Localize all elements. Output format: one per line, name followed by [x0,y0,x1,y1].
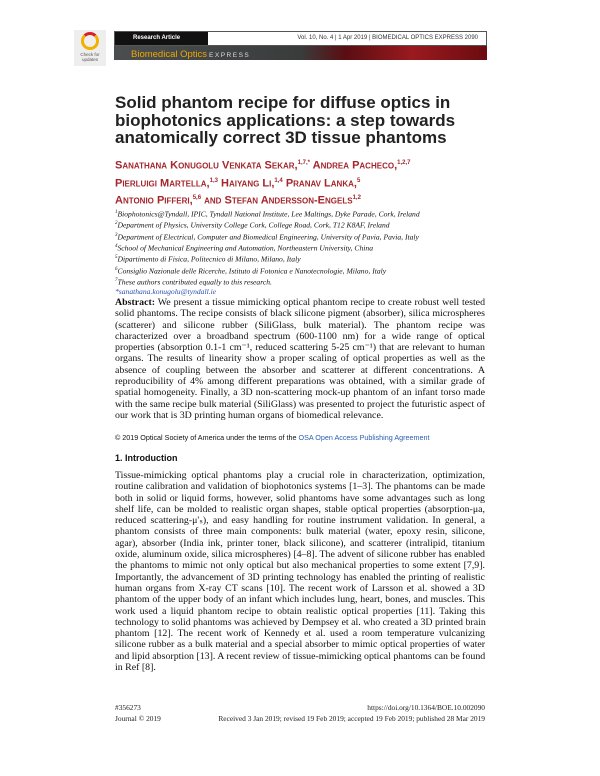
text-line [115,515,485,526]
text-line [115,526,485,537]
line-text: in Ref [8]. [115,662,156,674]
line-text: oxide, aluminum oxide, silica microspheres) [4–8]. The advent of silicone rubber has enabled [115,549,485,561]
affiliation-marker: 1 [115,210,118,215]
text-line [115,549,485,560]
author-affiliation-marker: 5,6 [192,195,202,202]
affiliation-text: Department of Physics, University College Cork, College Road, Cork, T12 K8AF, Ireland [117,220,390,230]
affiliation-marker: 4 [115,243,118,249]
line-text: routine calibration and validation of biophotonics systems [1–3]. The phantoms can be made [115,481,485,493]
author-affiliation-marker: 1,7,* [297,160,310,166]
text-line [115,617,485,628]
author-affiliation-marker: 1,2,7 [397,160,411,166]
check-for-updates-badge[interactable]: Check for updates [74,30,106,66]
text-line [115,410,485,421]
text-line [115,376,485,387]
author-name: and Stefan Andersson-Engels [204,194,353,207]
line-text: reproducibility of 4% among different preparations was obtained, with a similar grade of [115,376,485,388]
line-text: silicone rubber as a bulk material and a special absorber to mimic optical properties of water [115,639,485,651]
line-text: (scatterer) and silicone rubber (SiliGlass, bulk material). The phantom recipe was [115,319,485,331]
affiliation-marker: 2 [115,221,118,227]
line-text: solid phantoms. The recipe consists of black silicone pigment (absorber), silica microspheres [115,308,485,320]
affiliation [115,265,495,276]
affiliation [115,231,495,242]
author-name: Antonio Pifferi, [115,194,193,207]
affiliation-marker: 7 [115,277,118,283]
text-line [115,662,485,673]
line-text: technology to solid phantoms was achieved by Dempsey et al. who created a 3D printed brain [115,616,486,628]
copyright-notice: © 2019 Optical Society of America under the terms of the OSA Open Access Publishing Agreement [115,433,430,442]
line-text: We present a tissue mimicking optical phantom recipe to create robust well tested [157,297,486,308]
affiliation-text: Dipartimento di Fisica, Politecnico di Milano, Milano, Italy [117,254,301,264]
text-line [115,399,485,410]
line-text: human organs from X-ray CT scans [10]. The recent work of Larsson et al. showed a 3D [115,582,485,594]
line-text: properties (absorption 0.1-1 cm⁻¹, reduced scattering 5-25 cm⁻¹) that are relevant to human [115,342,485,354]
line-text: Importantly, the advancement of 3D printing technology has enabled the printing of realistic [115,571,485,583]
text-line [115,594,485,605]
line-text: with the same recipe bulk material (SiliGlass) was presented to project the futuristic aspect of [115,398,485,410]
affiliation [115,219,495,230]
text-line [115,572,485,583]
text-line [115,365,485,376]
affiliation-marker: 6 [115,266,118,272]
text-line [115,583,485,594]
text-line [115,493,485,504]
section-heading: 1. Introduction [115,453,178,463]
text-line [115,353,485,364]
line-text: characterized over a broadband spectrum (600-1100 nm) for a wide range of optical [115,330,485,342]
line-text: absence of coupling between the absorber and scatterer at different concentrations. A [115,364,485,376]
affiliation-text: School of Mechanical Engineering and Automation, Northeastern University, China [117,243,373,253]
line-text: spatial homogeneity. Finally, a 3D non-scattering mock-up phantom of an infant torso made [115,387,485,399]
line-text: and lipid absorption [13]. A recent review of tissue-mimicking optical phantoms can be found [115,650,486,662]
text-line [115,342,485,353]
affiliations [115,208,495,297]
line-text: shelf life, can be molded to realistic organ shapes, stable optical properties (absorption-μa, [115,503,485,515]
text-line [115,628,485,639]
affiliation-text: Consiglio Nazionale delle Ricerche, Istituto di Fotonica e Nanotecnologie, Milano, Italy [117,266,387,276]
text-line [115,297,485,308]
introduction-body [115,470,485,673]
article-header-bar [114,31,487,46]
author-name: Haiyang Li, [221,177,275,190]
publication-dates: Received 3 Jan 2019; revised 19 Feb 2019; accepted 19 Feb 2019; published 28 Mar 2019 [218,714,485,723]
corresponding-email[interactable]: *sanathana.konugolu@tyndall.ie [115,287,217,297]
text-line [115,320,485,331]
author-name: Pranav Lanka, [285,177,357,190]
journal-copyright: Journal © 2019 [115,714,161,723]
author-affiliation-marker: 5 [356,177,361,184]
text-line [115,538,485,549]
manuscript-id: #356273 [115,703,141,712]
journal-suffix: EXPRESS [209,52,251,59]
author-list [115,156,495,209]
affiliation [115,208,495,219]
text-line [115,470,485,481]
volume-info: Vol. 10, No. 4 | 1 Apr 2019 | BIOMEDICAL OPTICS EXPRESS 2090 [297,35,478,41]
affiliation-marker: 5 [115,255,118,261]
text-line [115,606,485,617]
abstract-label: Abstract: [115,297,156,308]
doi-link[interactable]: https://doi.org/10.1364/BOE.10.002090 [367,703,485,712]
author-name: Pierluigi Martella, [115,177,210,190]
text-line [115,639,485,650]
line-text: phantom of the upper body of an infant which includes lung, heart, bones, and muscles. This [115,594,485,606]
line-text: reduced scattering-μ'ₛ), and easy handling for routine instrument validation. In general, a [115,515,485,527]
journal-banner [114,46,487,60]
author-name: Andrea Pacheco, [312,159,398,172]
author-affiliation-marker: 1,4 [274,177,283,184]
affiliation [115,242,495,253]
affiliation [115,276,495,287]
line-text: phantom [12]. The recent work of Kennedy et al. used a room temperature vulcanizing [115,628,485,640]
author-affiliation-marker: 1,2 [352,195,361,202]
line-text: our work that is 3D printing human organs of biomedical relevance. [115,409,384,421]
text-line [115,331,485,342]
license-link[interactable]: OSA Open Access Publishing Agreement [298,433,430,442]
line-text: the phantoms to mimic not only optical but also mechanical properties to some extent [7,9]. [115,560,485,572]
affiliation-text: Biophotonics@Tyndall, IPIC, Tyndall National Institute, Lee Maltings, Dyke Parade, Cork, Ireland [117,209,420,219]
text-line [115,560,485,571]
affiliation-text: Department of Electrical, Computer and Biomedical Engineering, University of Pavia, Pavia, Italy [117,232,419,242]
line-text: agar), absorber (India ink, printer toner, black silicone), and scatterer (intralipid, titanium [115,537,485,549]
author-affiliation-marker: 1,3 [209,177,218,184]
line-text: phantom consists of three main components: bulk material (water, epoxy resin, silicone, [115,526,485,538]
journal-name: Biomedical Optics [131,49,208,60]
text-line [115,481,485,492]
check-updates-icon [81,32,99,50]
line-text: organs. The results of linearity show a proper scaling of optical properties as well as the [115,353,485,365]
affiliation-text: These authors contributed equally to this research. [117,277,272,287]
line-text: both in solid or liquid forms, however, solid phantoms have some advantages such as long [115,492,485,504]
text-line [115,308,485,319]
affiliation [115,253,495,264]
text-line [115,387,485,398]
abstract [115,297,485,421]
affiliation-marker: 3 [115,232,118,238]
author-name: Sanathana Konugolu Venkata Sekar, [115,159,298,172]
line-text: Tissue-mimicking optical phantoms play a crucial role in characterization, optimization, [115,470,485,481]
text-line [115,504,485,515]
line-text: work used a liquid phantom recipe to obtain realistic optical properties [11]. Taking this [115,605,485,617]
text-line [115,651,485,662]
paper-title: Solid phantom recipe for diffuse optics in biophotonics applications: a step towards anatomically correct 3D tissue phantoms [115,93,456,147]
article-type: Research Article [115,32,208,45]
